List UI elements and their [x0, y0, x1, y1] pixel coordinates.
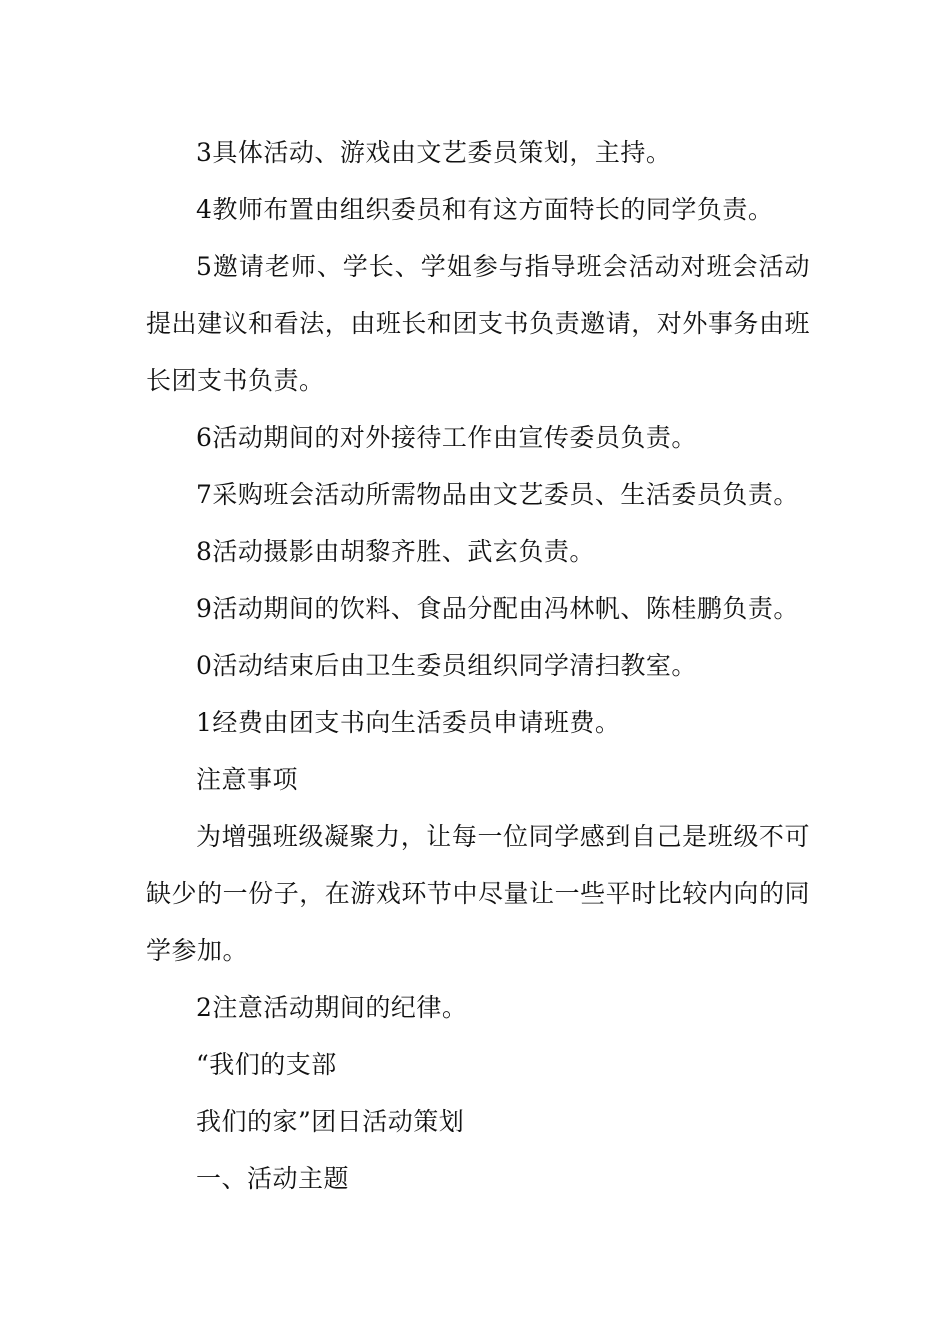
- paragraph-activity-planning: 3具体活动、游戏由文艺委员策划，主持。: [196, 138, 672, 167]
- paragraph-funding: 1经费由团支书向生活委员申请班费。: [196, 708, 621, 737]
- paragraph-classroom-setup: 4教师布置由组织委员和有这方面特长的同学负责。: [196, 195, 774, 224]
- paragraph-invite-teachers: 5邀请老师、学长、学姐参与指导班会活动对班会活动提出建议和看法，由班长和团支书负责邀请，对外事务由班长团支书负责。: [146, 252, 810, 395]
- paragraph-food-distribution: 9活动期间的饮料、食品分配由冯林帆、陈桂鹏负责。: [196, 594, 799, 623]
- title-line-1: “我们的支部: [196, 1050, 337, 1079]
- paragraph-cohesion: 为增强班级凝聚力，让每一位同学感到自己是班级不可缺少的一份子，在游戏环节中尽量让一些平时比较内向的同学参加。: [146, 822, 810, 965]
- section-heading-theme: 一、活动主题: [196, 1164, 350, 1193]
- paragraph-purchasing: 7采购班会活动所需物品由文艺委员、生活委员负责。: [196, 480, 799, 509]
- title-line-2: 我们的家”团日活动策划: [196, 1107, 465, 1136]
- paragraph-photography: 8活动摄影由胡黎齐胜、武玄负责。: [196, 537, 595, 566]
- paragraph-discipline: 2注意活动期间的纪律。: [196, 993, 468, 1022]
- section-heading-notes: 注意事项: [196, 765, 299, 794]
- paragraph-cleanup: 0活动结束后由卫生委员组织同学清扫教室。: [196, 651, 697, 680]
- paragraph-reception: 6活动期间的对外接待工作由宣传委员负责。: [196, 423, 697, 452]
